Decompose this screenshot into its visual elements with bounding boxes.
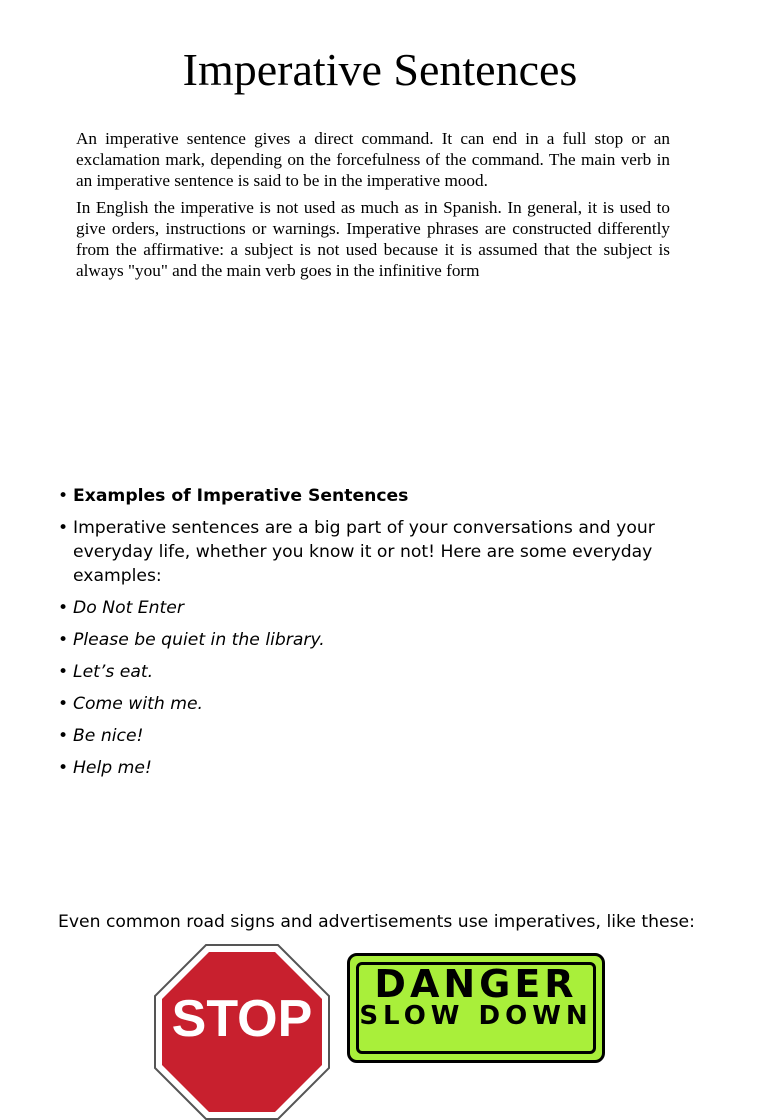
bullet-marker: • — [58, 630, 69, 650]
intro-paragraph-2: In English the imperative is not used as much as in Spanish. In general, it is used to give orders, instructions or warnings. Imperative phrases are constructed differently from the affirmative: a subject is not used because it is assumed that the subject is always "you" and the main verb goes in the infinitive form — [76, 198, 670, 280]
bullet-marker: • — [58, 518, 69, 538]
list-item — [58, 596, 708, 620]
bullet-marker: • — [58, 662, 69, 682]
list-item-text: Do Not Enter — [73, 598, 184, 618]
list-item-text: Let’s eat. — [73, 662, 154, 682]
list-item-text: Help me! — [73, 758, 152, 778]
list-item — [58, 660, 708, 684]
bullet-marker: • — [58, 694, 69, 714]
list-item — [58, 692, 708, 716]
list-item — [58, 484, 708, 508]
danger-sign-subtitle: SLOW DOWN — [359, 1001, 593, 1031]
page-title: Imperative Sentences — [182, 44, 578, 95]
bullet-marker: • — [58, 486, 69, 506]
bullet-marker: • — [58, 598, 69, 618]
closing-text: Even common road signs and advertisements use imperatives, like these: — [58, 912, 695, 932]
examples-list — [58, 484, 708, 788]
bullet-marker: • — [58, 758, 69, 778]
danger-sign-title: DANGER — [374, 962, 578, 1006]
stop-sign-image — [154, 944, 330, 1120]
list-item-text: Come with me. — [73, 694, 204, 714]
intro-paragraph-1: An imperative sentence gives a direct command. It can end in a full stop or an exclamation mark, depending on the forcefulness of the command. The main verb in an imperative sentence is said to be in the imperative mood. — [76, 129, 670, 190]
list-item — [58, 516, 708, 588]
list-item-text: Please be quiet in the library. — [73, 630, 325, 650]
list-item-text: Imperative sentences are a big part of your conversations and your everyday life, whether you know it or not! Here are some everyday examples: — [73, 518, 655, 586]
intro-text — [76, 128, 670, 287]
danger-sign-image — [347, 953, 605, 1063]
stop-sign-text: STOP — [171, 990, 313, 1048]
list-item — [58, 724, 708, 748]
bullet-marker: • — [58, 726, 69, 746]
list-item — [58, 756, 708, 780]
list-item-text: Be nice! — [73, 726, 144, 746]
list-item — [58, 628, 708, 652]
list-item-text: Examples of Imperative Sentences — [73, 486, 409, 506]
